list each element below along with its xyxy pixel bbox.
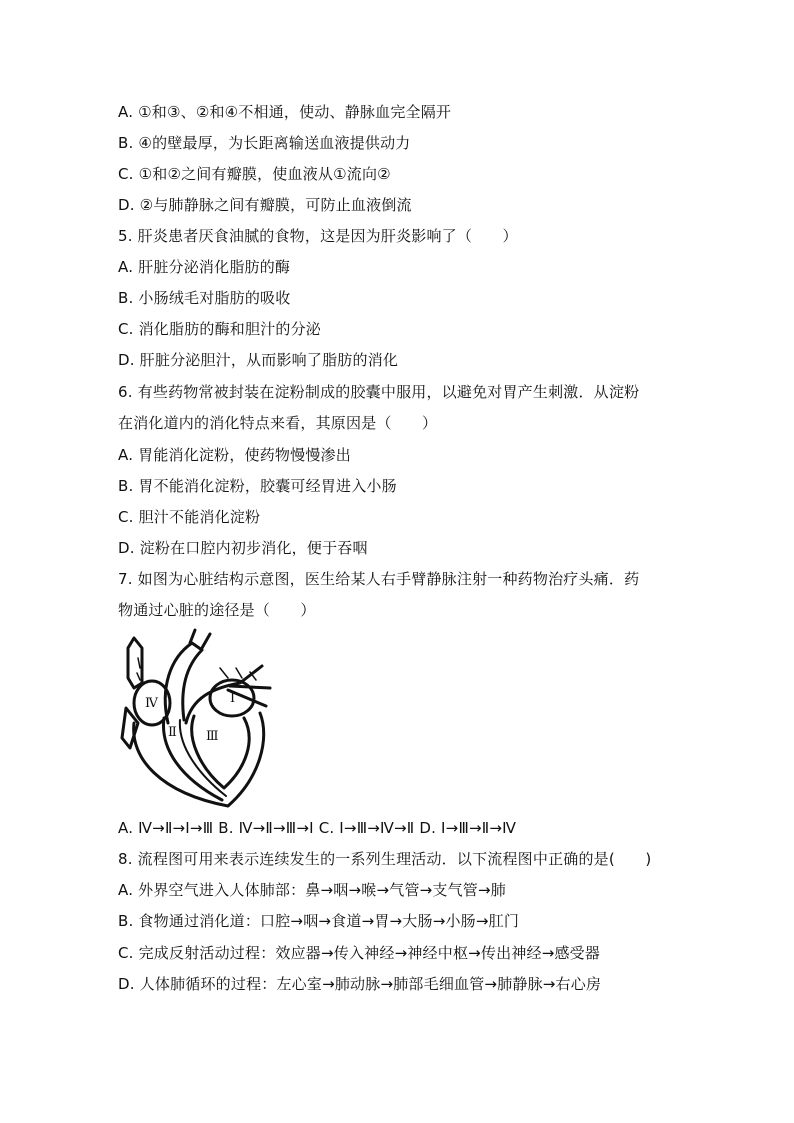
q6-option-c: C. 胆汁不能消化淀粉 [118, 508, 261, 526]
q8-option-b: B. 食物通过消化道：口腔→咽→食道→胃→大肠→小肠→肛门 [118, 912, 520, 930]
q8-option-a: A. 外界空气进入人体肺部：鼻→咽→喉→气管→支气管→肺 [118, 881, 506, 899]
label-three: Ⅲ [206, 729, 219, 744]
q8-option-c: C. 完成反射活动过程：效应器→传入神经→神经中枢→传出神经→感受器 [118, 944, 601, 962]
label-two: Ⅱ [168, 725, 177, 740]
q5-stem: 5. 肝炎患者厌食油腻的食物，这是因为肝炎影响了（ ） [118, 227, 518, 245]
q6-option-a: A. 胃能消化淀粉，使药物慢慢渗出 [118, 446, 351, 464]
q6-option-d: D. 淀粉在口腔内初步消化，便于吞咽 [118, 539, 368, 557]
q4-option-d: D. ②与肺静脉之间有瓣膜，可防止血液倒流 [118, 196, 412, 214]
q4-option-c: C. ①和②之间有瓣膜，使血液从①流向② [118, 165, 391, 183]
label-one: Ⅰ [230, 691, 236, 706]
label-four: Ⅳ [145, 696, 158, 711]
q8-stem: 8. 流程图可用来表示连续发生的一系列生理活动．以下流程图中正确的是( ) [118, 850, 652, 868]
q4-option-b: B. ④的壁最厚，为长距离输送血液提供动力 [118, 134, 411, 152]
q7-stem-line2: 物通过心脏的途径是（ ） [118, 601, 316, 619]
q5-option-b: B. 小肠绒毛对脂肪的吸收 [118, 289, 291, 307]
q4-option-a: A. ①和③、②和④不相通，使动、静脉血完全隔开 [118, 103, 452, 121]
q7-options: A. Ⅳ→Ⅱ→Ⅰ→Ⅲ B. Ⅳ→Ⅱ→Ⅲ→Ⅰ C. Ⅰ→Ⅲ→Ⅳ→Ⅱ D. Ⅰ→Ⅲ→Ⅱ→Ⅳ [118, 819, 517, 837]
heart-diagram [120, 628, 280, 813]
q6-stem-line1: 6. 有些药物常被封装在淀粉制成的胶囊中服用，以避免对胃产生刺激．从淀粉 [118, 383, 640, 401]
q5-option-d: D. 肝脏分泌胆汁，从而影响了脂肪的消化 [118, 351, 399, 369]
q8-option-d: D. 人体肺循环的过程：左心室→肺动脉→肺部毛细血管→肺静脉→右心房 [118, 975, 602, 993]
q5-option-a: A. 肝脏分泌消化脂肪的酶 [118, 258, 291, 276]
q6-stem-line2: 在消化道内的消化特点来看，其原因是（ ） [118, 414, 438, 432]
heart-diagram-svg [120, 628, 280, 813]
aorta [165, 643, 202, 723]
left-ventricle [192, 716, 249, 788]
q5-option-c: C. 消化脂肪的酶和胆汁的分泌 [118, 320, 322, 338]
q7-stem-line1: 7. 如图为心脏结构示意图，医生给某人右手臂静脉注射一种药物治疗头痛．药 [118, 570, 640, 588]
q6-option-b: B. 胃不能消化淀粉，胶囊可经胃进入小肠 [118, 477, 397, 495]
